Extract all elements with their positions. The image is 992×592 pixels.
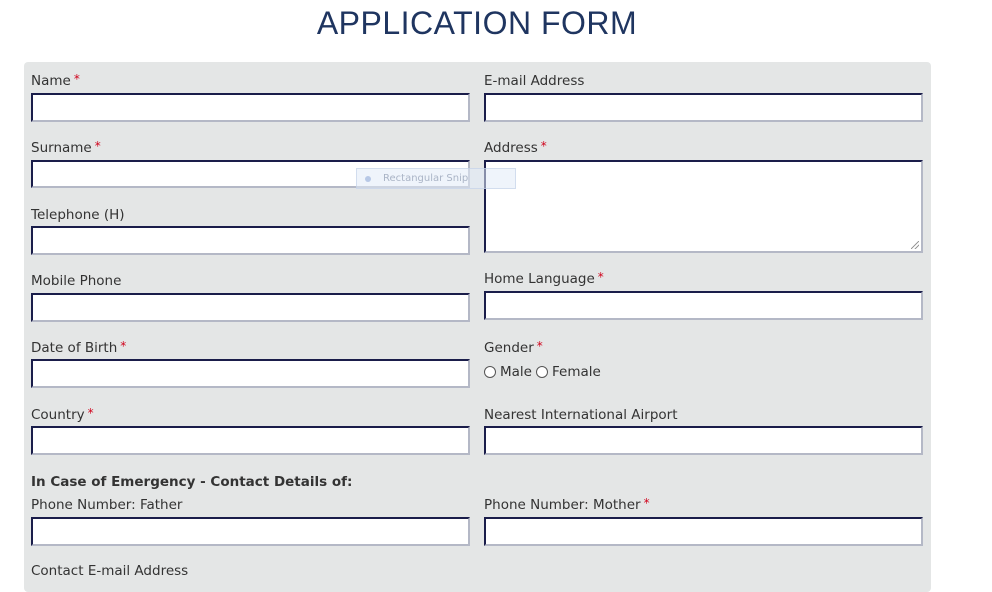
nearest-airport-label: Nearest International Airport [484,407,678,423]
email-label: E-mail Address [484,73,585,89]
email-input[interactable] [484,93,923,122]
name-label: Name * [31,72,80,89]
contact-email-label: Contact E-mail Address [31,563,189,579]
phone-father-label: Phone Number: Father [31,497,183,513]
gender-options [484,364,605,380]
snip-label: Rectangular Snip [383,173,469,184]
gender-label: Gender * [484,339,543,356]
resize-grip-icon[interactable] [911,241,919,249]
surname-label: Surname * [31,139,101,156]
page-title: APPLICATION FORM [316,5,638,41]
gender-female-label[interactable]: Female [551,364,601,380]
date-of-birth-input[interactable] [31,359,470,388]
address-textarea[interactable] [484,160,923,253]
gender-male-label[interactable]: Male [500,364,532,380]
date-of-birth-label: Date of Birth * [31,339,127,356]
snip-icon [365,176,371,182]
nearest-airport-input[interactable] [484,426,923,455]
emergency-section-heading: In Case of Emergency - Contact Details of: [31,474,353,490]
phone-father-input[interactable] [31,517,470,546]
address-label: Address * [484,139,547,156]
phone-mother-input[interactable] [484,517,923,546]
rectangular-snip-overlay [356,168,516,189]
telephone-input[interactable] [31,226,470,255]
gender-male-radio[interactable] [484,366,496,378]
mobile-phone-input[interactable] [31,293,470,322]
country-input[interactable] [31,426,470,455]
phone-mother-label: Phone Number: Mother * [484,496,650,513]
country-label: Country * [31,406,94,423]
home-language-label: Home Language * [484,270,604,287]
mobile-phone-label: Mobile Phone [31,273,122,289]
name-input[interactable] [31,93,470,122]
telephone-label: Telephone (H) [31,207,125,223]
home-language-input[interactable] [484,291,923,320]
gender-female-radio[interactable] [536,366,548,378]
